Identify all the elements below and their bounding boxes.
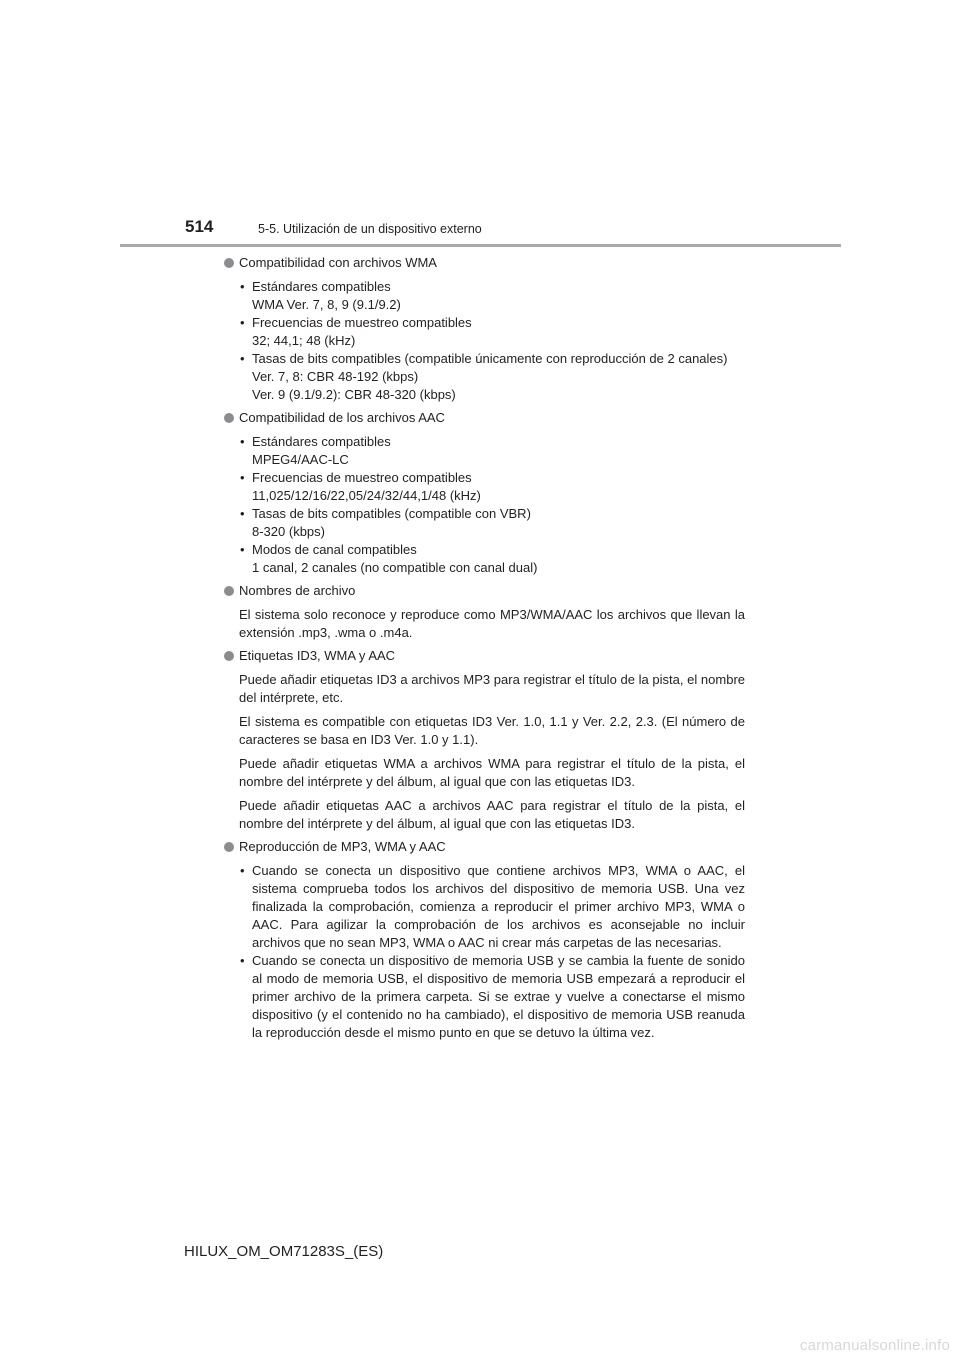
- list-item-value: 11,025/12/16/22,05/24/32/44,1/48 (kHz): [252, 488, 481, 503]
- bullet-dot-icon: •: [240, 542, 245, 557]
- section-group: [224, 409, 745, 577]
- bullet-list: [224, 862, 745, 1042]
- list-item: [224, 350, 745, 404]
- body-paragraph: Puede añadir etiquetas ID3 a archivos MP3 para registrar el título de la pista, el nombre del intérprete, etc.: [239, 672, 745, 705]
- bullet-dot-icon: •: [240, 279, 245, 294]
- body-paragraph: El sistema solo reconoce y reproduce como MP3/WMA/AAC los archivos que llevan la extensión .mp3, .wma o .m4a.: [239, 607, 745, 640]
- body-paragraph: Puede añadir etiquetas WMA a archivos WMA para registrar el título de la pista, el nombre del intérprete y del álbum, al igual que con las etiquetas ID3.: [239, 756, 745, 789]
- list-item-label: Estándares compatibles: [252, 434, 391, 449]
- section-group: [224, 254, 745, 404]
- list-item: [224, 952, 745, 1042]
- list-item-value: Ver. 7, 8: CBR 48-192 (kbps): [252, 369, 419, 384]
- section-group: [224, 838, 745, 1042]
- content: [224, 254, 745, 1047]
- circle-bullet-icon: [224, 842, 234, 852]
- section-heading-text: Compatibilidad con archivos WMA: [239, 255, 437, 270]
- list-item-label: Frecuencias de muestreo compatibles: [252, 470, 472, 485]
- list-item-value: MPEG4/AAC-LC: [252, 452, 349, 467]
- list-item-label: Cuando se conecta un dispositivo que contiene archivos MP3, WMA o AAC, el sistema comprueba todos los archivos del dispositivo de memoria USB. Una vez finalizada la comprobación, comienza a reproducir el primer archivo MP3, WMA o AAC. Para agilizar la comprobación de los archivos es aconsejable no incluir archivos que no sean MP3, WMA o AAC ni crear más carpetas de las necesarias.: [252, 863, 745, 950]
- section-heading: [224, 582, 745, 600]
- circle-bullet-icon: [224, 651, 234, 661]
- section-heading: [224, 409, 745, 427]
- list-item: [224, 505, 745, 541]
- bullet-dot-icon: •: [240, 506, 245, 521]
- section-group: [224, 582, 745, 642]
- list-item: [224, 278, 745, 314]
- section-heading-text: Compatibilidad de los archivos AAC: [239, 410, 445, 425]
- list-item-label: Estándares compatibles: [252, 279, 391, 294]
- section-heading-text: Etiquetas ID3, WMA y AAC: [239, 648, 396, 663]
- bullet-dot-icon: •: [240, 953, 245, 968]
- section-heading-text: Reproducción de MP3, WMA y AAC: [239, 839, 446, 854]
- section-group: [224, 647, 745, 833]
- watermark: carmanualsonline.info: [799, 1337, 950, 1354]
- section-heading: [224, 647, 745, 665]
- list-item-value: 32; 44,1; 48 (kHz): [252, 333, 356, 348]
- bullet-dot-icon: •: [240, 470, 245, 485]
- header-rule: [120, 244, 841, 247]
- section-heading: [224, 838, 745, 856]
- bullet-dot-icon: •: [240, 863, 245, 878]
- list-item-value: 8-320 (kbps): [252, 524, 325, 539]
- circle-bullet-icon: [224, 258, 234, 268]
- list-item-label: Cuando se conecta un dispositivo de memoria USB y se cambia la fuente de sonido al modo de memoria USB, el dispositivo de memoria USB empezará a reproducir el primer archivo de la primera carpeta. Si se extrae y vuelve a conectarse el mismo dispositivo (y el contenido no ha cambiado), el dispositivo de memoria USB reanuda la reproducción desde el mismo punto en que se detuvo la última vez.: [252, 953, 745, 1040]
- section-heading: [224, 254, 745, 272]
- footer-code: HILUX_OM_OM71283S_(ES): [184, 1243, 384, 1260]
- page-number: 514: [185, 217, 214, 236]
- list-item-label: Tasas de bits compatibles (compatible únicamente con reproducción de 2 canales): [252, 351, 728, 366]
- section-heading-text: Nombres de archivo: [239, 583, 356, 598]
- list-item: [224, 541, 745, 577]
- circle-bullet-icon: [224, 586, 234, 596]
- bullet-dot-icon: •: [240, 434, 245, 449]
- bullet-list: [224, 433, 745, 577]
- list-item-value: WMA Ver. 7, 8, 9 (9.1/9.2): [252, 297, 401, 312]
- list-item-value: Ver. 9 (9.1/9.2): CBR 48-320 (kbps): [252, 387, 456, 402]
- list-item-value: 1 canal, 2 canales (no compatible con canal dual): [252, 560, 538, 575]
- list-item: [224, 433, 745, 469]
- list-item: [224, 469, 745, 505]
- list-item-label: Tasas de bits compatibles (compatible con VBR): [252, 506, 531, 521]
- bullet-dot-icon: •: [240, 315, 245, 330]
- circle-bullet-icon: [224, 413, 234, 423]
- list-item-label: Frecuencias de muestreo compatibles: [252, 315, 472, 330]
- list-item-label: Modos de canal compatibles: [252, 542, 417, 557]
- list-item: [224, 314, 745, 350]
- body-paragraph: El sistema es compatible con etiquetas ID3 Ver. 1.0, 1.1 y Ver. 2.2, 2.3. (El número de caracteres se basa en ID3 Ver. 1.0 y 1.1).: [239, 714, 745, 747]
- list-item: [224, 862, 745, 952]
- bullet-list: [224, 278, 745, 404]
- body-paragraph: Puede añadir etiquetas AAC a archivos AAC para registrar el título de la pista, el nombre del intérprete y del álbum, al igual que con las etiquetas ID3.: [239, 798, 745, 831]
- bullet-dot-icon: •: [240, 351, 245, 366]
- section-title: 5-5. Utilización de un dispositivo externo: [258, 222, 482, 236]
